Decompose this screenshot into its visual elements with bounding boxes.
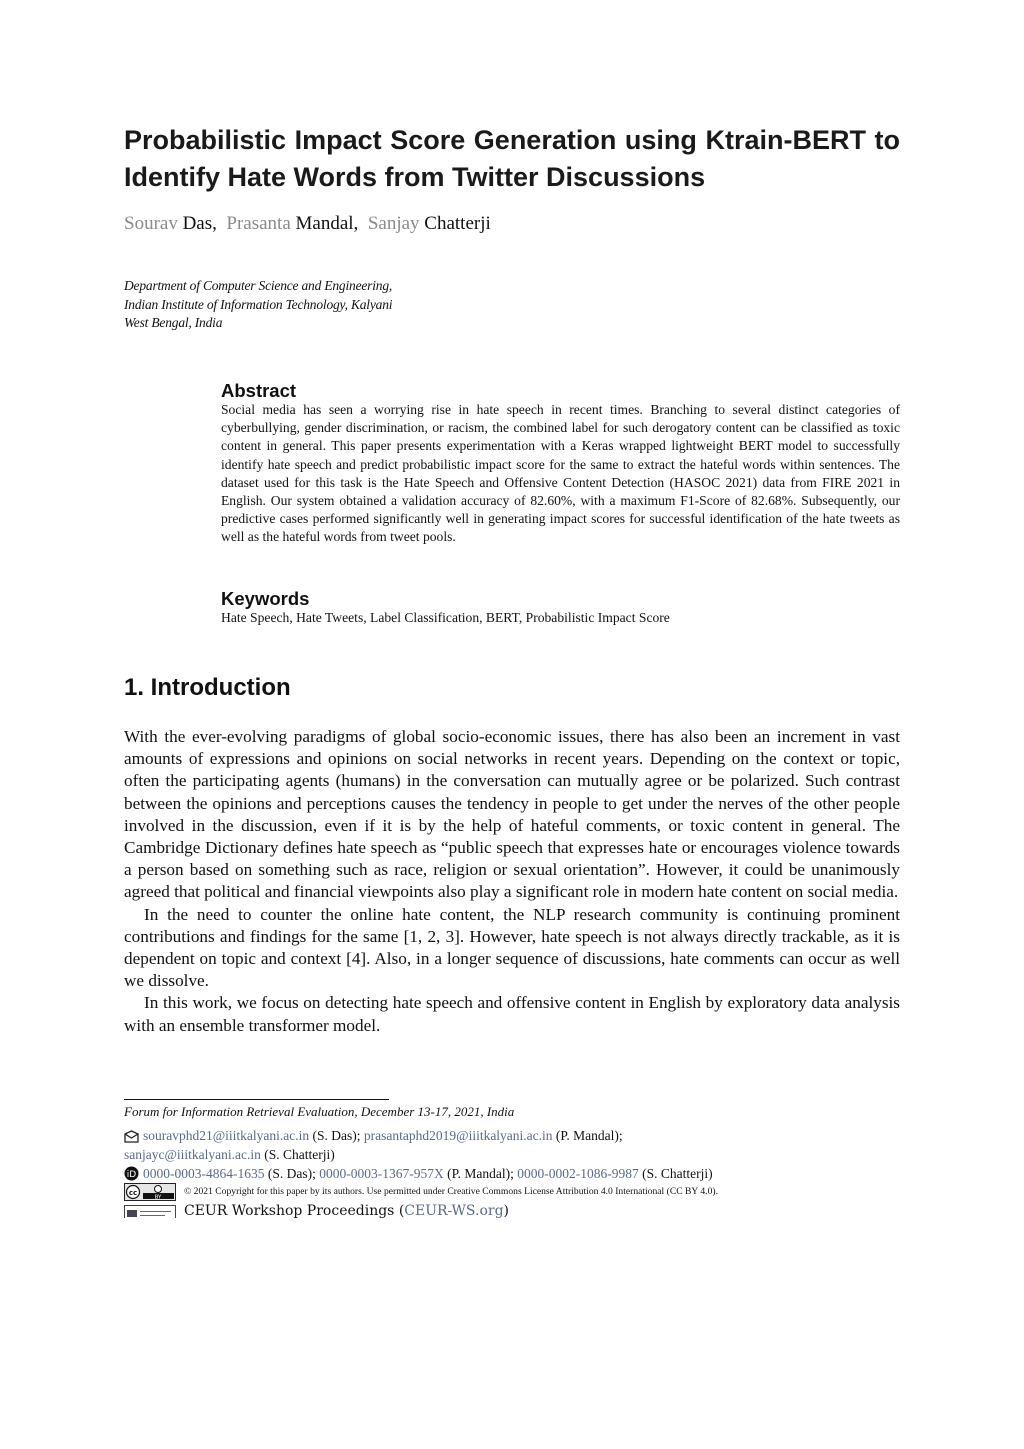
- footnote-emails-cont: [124, 1145, 335, 1165]
- orcid-link[interactable]: 0000-0002-1086-9987: [517, 1166, 639, 1181]
- cc-badge-label: BY: [154, 1194, 162, 1200]
- author-family-name: Mandal,: [295, 213, 359, 234]
- abstract-text: Social media has seen a worrying rise in hate speech in recent times. Branching to several distinct categories of cyberbullying, gender discrimination, or racism, the combined label for such derogatory content can be classified as toxic content in general. This paper presents experimentation with a Keras wrapped lightweight BERT model to successfully identify hate speech and predict probabilistic impact score for the same to extract the hateful words within sentences. The dataset used for this task is the Hate Speech and Offensive Content Detection (HASOC 2021) data from FIRE 2021 in English. Our system obtained a validation accuracy of 82.60%, with a maximum F1-Score of 82.68%. Subsequently, our predictive cases performed significantly well in generating impact scores for successful identification of the hate tweets as well as the hateful words from tweet pools.: [221, 402, 900, 545]
- email-owner: (S. Chatterji): [260, 1147, 335, 1162]
- orcid-owner: (P. Mandal);: [443, 1166, 518, 1181]
- affiliation: [124, 277, 392, 333]
- author-family-name: Das,: [182, 213, 217, 234]
- orcid-owner: (S. Das);: [264, 1166, 320, 1181]
- footnote-venue: Forum for Information Retrieval Evaluation, December 13-17, 2021, India: [124, 1104, 515, 1119]
- email-owner: (P. Mandal);: [552, 1128, 623, 1143]
- email-link[interactable]: prasantaphd2019@iiitkalyani.ac.in: [363, 1128, 553, 1143]
- paper-title: [124, 122, 900, 196]
- orcid-link[interactable]: 0000-0003-4864-1635: [143, 1166, 265, 1181]
- author-given-name: Sourav: [124, 213, 178, 234]
- ceur-link[interactable]: CEUR-WS.org: [404, 1203, 504, 1219]
- intro-paragraph: With the ever-evolving paradigms of global socio-economic issues, there has also been an increment in vast amounts of expressions and opinions on social networks in recent years. Depending on the context or topic, often the participating agents (humans) in the conversation can mutually agree or be polarized. Such contrast between the opinions and perceptions causes the tendency in people to get under the nerves of the other people involved in the discussion, even if it is by the help of hateful comments, or toxic content in general. The Cambridge Dictionary defines hate speech as “public speech that expresses hate or encourages violence towards a person based on something such as race, religion or sexual orientation”. However, it could be unanimously agreed that political and financial viewpoints also play a significant role in modern hate content on social media.: [124, 727, 900, 902]
- intro-paragraph: In the need to counter the online hate content, the NLP research community is continuing prominent contributions and findings for the same [1, 2, 3]. However, hate speech is not always directly trackable, as it is dependent on topic and context [4]. Also, in a longer sequence of discussions, hate comments can occur as well we dissolve.: [124, 904, 900, 991]
- ceur-proceedings: [184, 1201, 509, 1221]
- abstract-heading: Abstract: [221, 380, 297, 401]
- introduction-body: [124, 726, 900, 1037]
- cc-by-badge: [124, 1183, 176, 1201]
- license-text: © 2021 Copyright for this paper by its authors. Use permitted under Creative Commons License Attribution 4.0 International (CC BY 4.0).: [184, 1186, 718, 1197]
- introduction-heading: 1. Introduction: [124, 674, 291, 701]
- keywords-heading: Keywords: [221, 588, 310, 609]
- email-link[interactable]: sanjayc@iiitkalyani.ac.in: [124, 1147, 261, 1162]
- email-link[interactable]: souravphd21@iiitkalyani.ac.in: [143, 1128, 310, 1143]
- author-list: [124, 210, 491, 238]
- author-given-name: Sanjay: [367, 213, 420, 234]
- orcid-owner: (S. Chatterji): [638, 1166, 713, 1181]
- ceur-label: CEUR Workshop Proceedings (: [184, 1203, 405, 1219]
- author-family-name: Chatterji: [424, 213, 491, 234]
- affiliation-line: Department of Computer Science and Engineering,: [124, 278, 393, 293]
- ceur-close: ): [503, 1203, 510, 1219]
- footnote-orcid: [124, 1164, 713, 1187]
- orcid-link[interactable]: 0000-0003-1367-957X: [319, 1166, 444, 1181]
- affiliation-line: West Bengal, India: [124, 315, 223, 330]
- email-owner: (S. Das);: [309, 1128, 364, 1143]
- footnote-rule: [124, 1099, 389, 1100]
- affiliation-line: Indian Institute of Information Technology, Kalyani: [124, 296, 393, 312]
- keywords-text: Hate Speech, Hate Tweets, Label Classification, BERT, Probabilistic Impact Score: [221, 610, 670, 625]
- author-given-name: Prasanta: [226, 213, 291, 234]
- title-line-1: Probabilistic Impact Score Generation using Ktrain-BERT to: [124, 125, 900, 155]
- svg-text:iD: iD: [126, 1170, 137, 1180]
- svg-text:cc: cc: [128, 1189, 138, 1197]
- ceur-logo: [124, 1205, 176, 1218]
- intro-paragraph: In this work, we focus on detecting hate speech and offensive content in English by exploratory data analysis with an ensemble transformer model.: [124, 993, 900, 1035]
- title-line-2: Identify Hate Words from Twitter Discussions: [124, 162, 706, 192]
